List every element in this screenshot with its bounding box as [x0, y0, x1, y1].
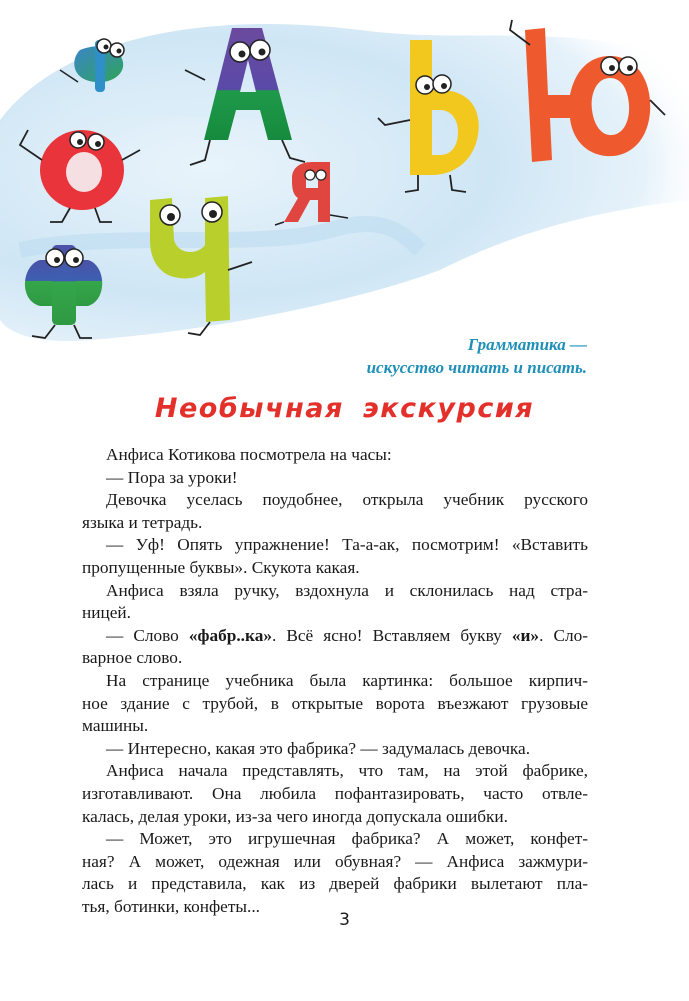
- story-text: [82, 444, 588, 918]
- text-line: [82, 467, 588, 490]
- text-run: калась, делая уроки, из-за чего иногда допускала ошибки.: [82, 806, 508, 826]
- text-line: [82, 760, 588, 783]
- text-line: [82, 851, 588, 874]
- text-line: [82, 738, 588, 761]
- text-line: [82, 715, 588, 738]
- text-line: [82, 873, 588, 896]
- text-run: На странице учебника была картинка: большое кирпич-: [106, 670, 588, 690]
- text-line: [82, 580, 588, 603]
- text-line: [82, 806, 588, 829]
- text-line: [82, 647, 588, 670]
- text-line: [82, 557, 588, 580]
- text-run: — Уф! Опять упражнение! Та-а-ак, посмотрим! «Вставить: [106, 535, 588, 555]
- text-line: [82, 693, 588, 716]
- chapter-title: Необычная экскурсия: [154, 393, 535, 424]
- bold-word: «и»: [511, 625, 540, 645]
- epigraph-line-2: искусство читать и писать.: [366, 358, 587, 377]
- epigraph: [227, 333, 587, 379]
- text-run: — Пора за уроки!: [106, 467, 238, 487]
- text-run: ная? А может, одежная или обувная? — Анфиса зажмури-: [82, 851, 588, 871]
- text-run: . Сло-: [539, 625, 588, 645]
- text-line: [82, 444, 588, 467]
- text-run: Анфиса взяла ручку, вздохнула и склонилась над стра-: [106, 580, 588, 600]
- text-run: пропущенные буквы». Скукота какая.: [82, 557, 360, 577]
- cartoon-letters-illustration: [0, 0, 689, 350]
- text-line: [82, 625, 588, 648]
- text-line: [82, 512, 588, 535]
- text-run: Девочка уселась поудобнее, открыла учебник русского: [106, 490, 588, 510]
- text-run: изготавливают. Она любила пофантазировать, часто отвле-: [82, 783, 588, 803]
- page-number: 3: [339, 910, 350, 930]
- text-run: машины.: [82, 716, 149, 736]
- epigraph-line-1: Грамматика —: [467, 335, 587, 354]
- text-run: тья, ботинки, конфеты...: [82, 896, 260, 916]
- text-run: ное здание с трубой, в открытые ворота въезжают грузовые: [82, 693, 588, 713]
- bold-word: «фабр..ка»: [188, 625, 272, 645]
- text-run: — Интересно, какая это фабрика? — задумалась девочка.: [106, 738, 531, 758]
- text-line: [82, 489, 588, 512]
- text-line: [82, 828, 588, 851]
- text-run: — Может, это игрушечная фабрика? А может, конфет-: [106, 829, 588, 849]
- text-run: Анфиса Котикова посмотрела на часы:: [106, 445, 392, 464]
- text-run: . Всё ясно! Вставляем букву: [271, 625, 512, 645]
- text-run: лась и представила, как из дверей фабрики вылетают пла-: [82, 874, 588, 894]
- text-run: — Слово: [106, 625, 189, 645]
- text-line: [82, 602, 588, 625]
- text-line: [82, 534, 588, 557]
- text-run: языка и тетрадь.: [82, 512, 203, 532]
- text-run: варное слово.: [82, 648, 183, 668]
- text-run: Анфиса начала представлять, что там, на этой фабрике,: [106, 761, 588, 781]
- text-line: [82, 783, 588, 806]
- text-line: [82, 670, 588, 693]
- text-run: ницей.: [82, 603, 131, 623]
